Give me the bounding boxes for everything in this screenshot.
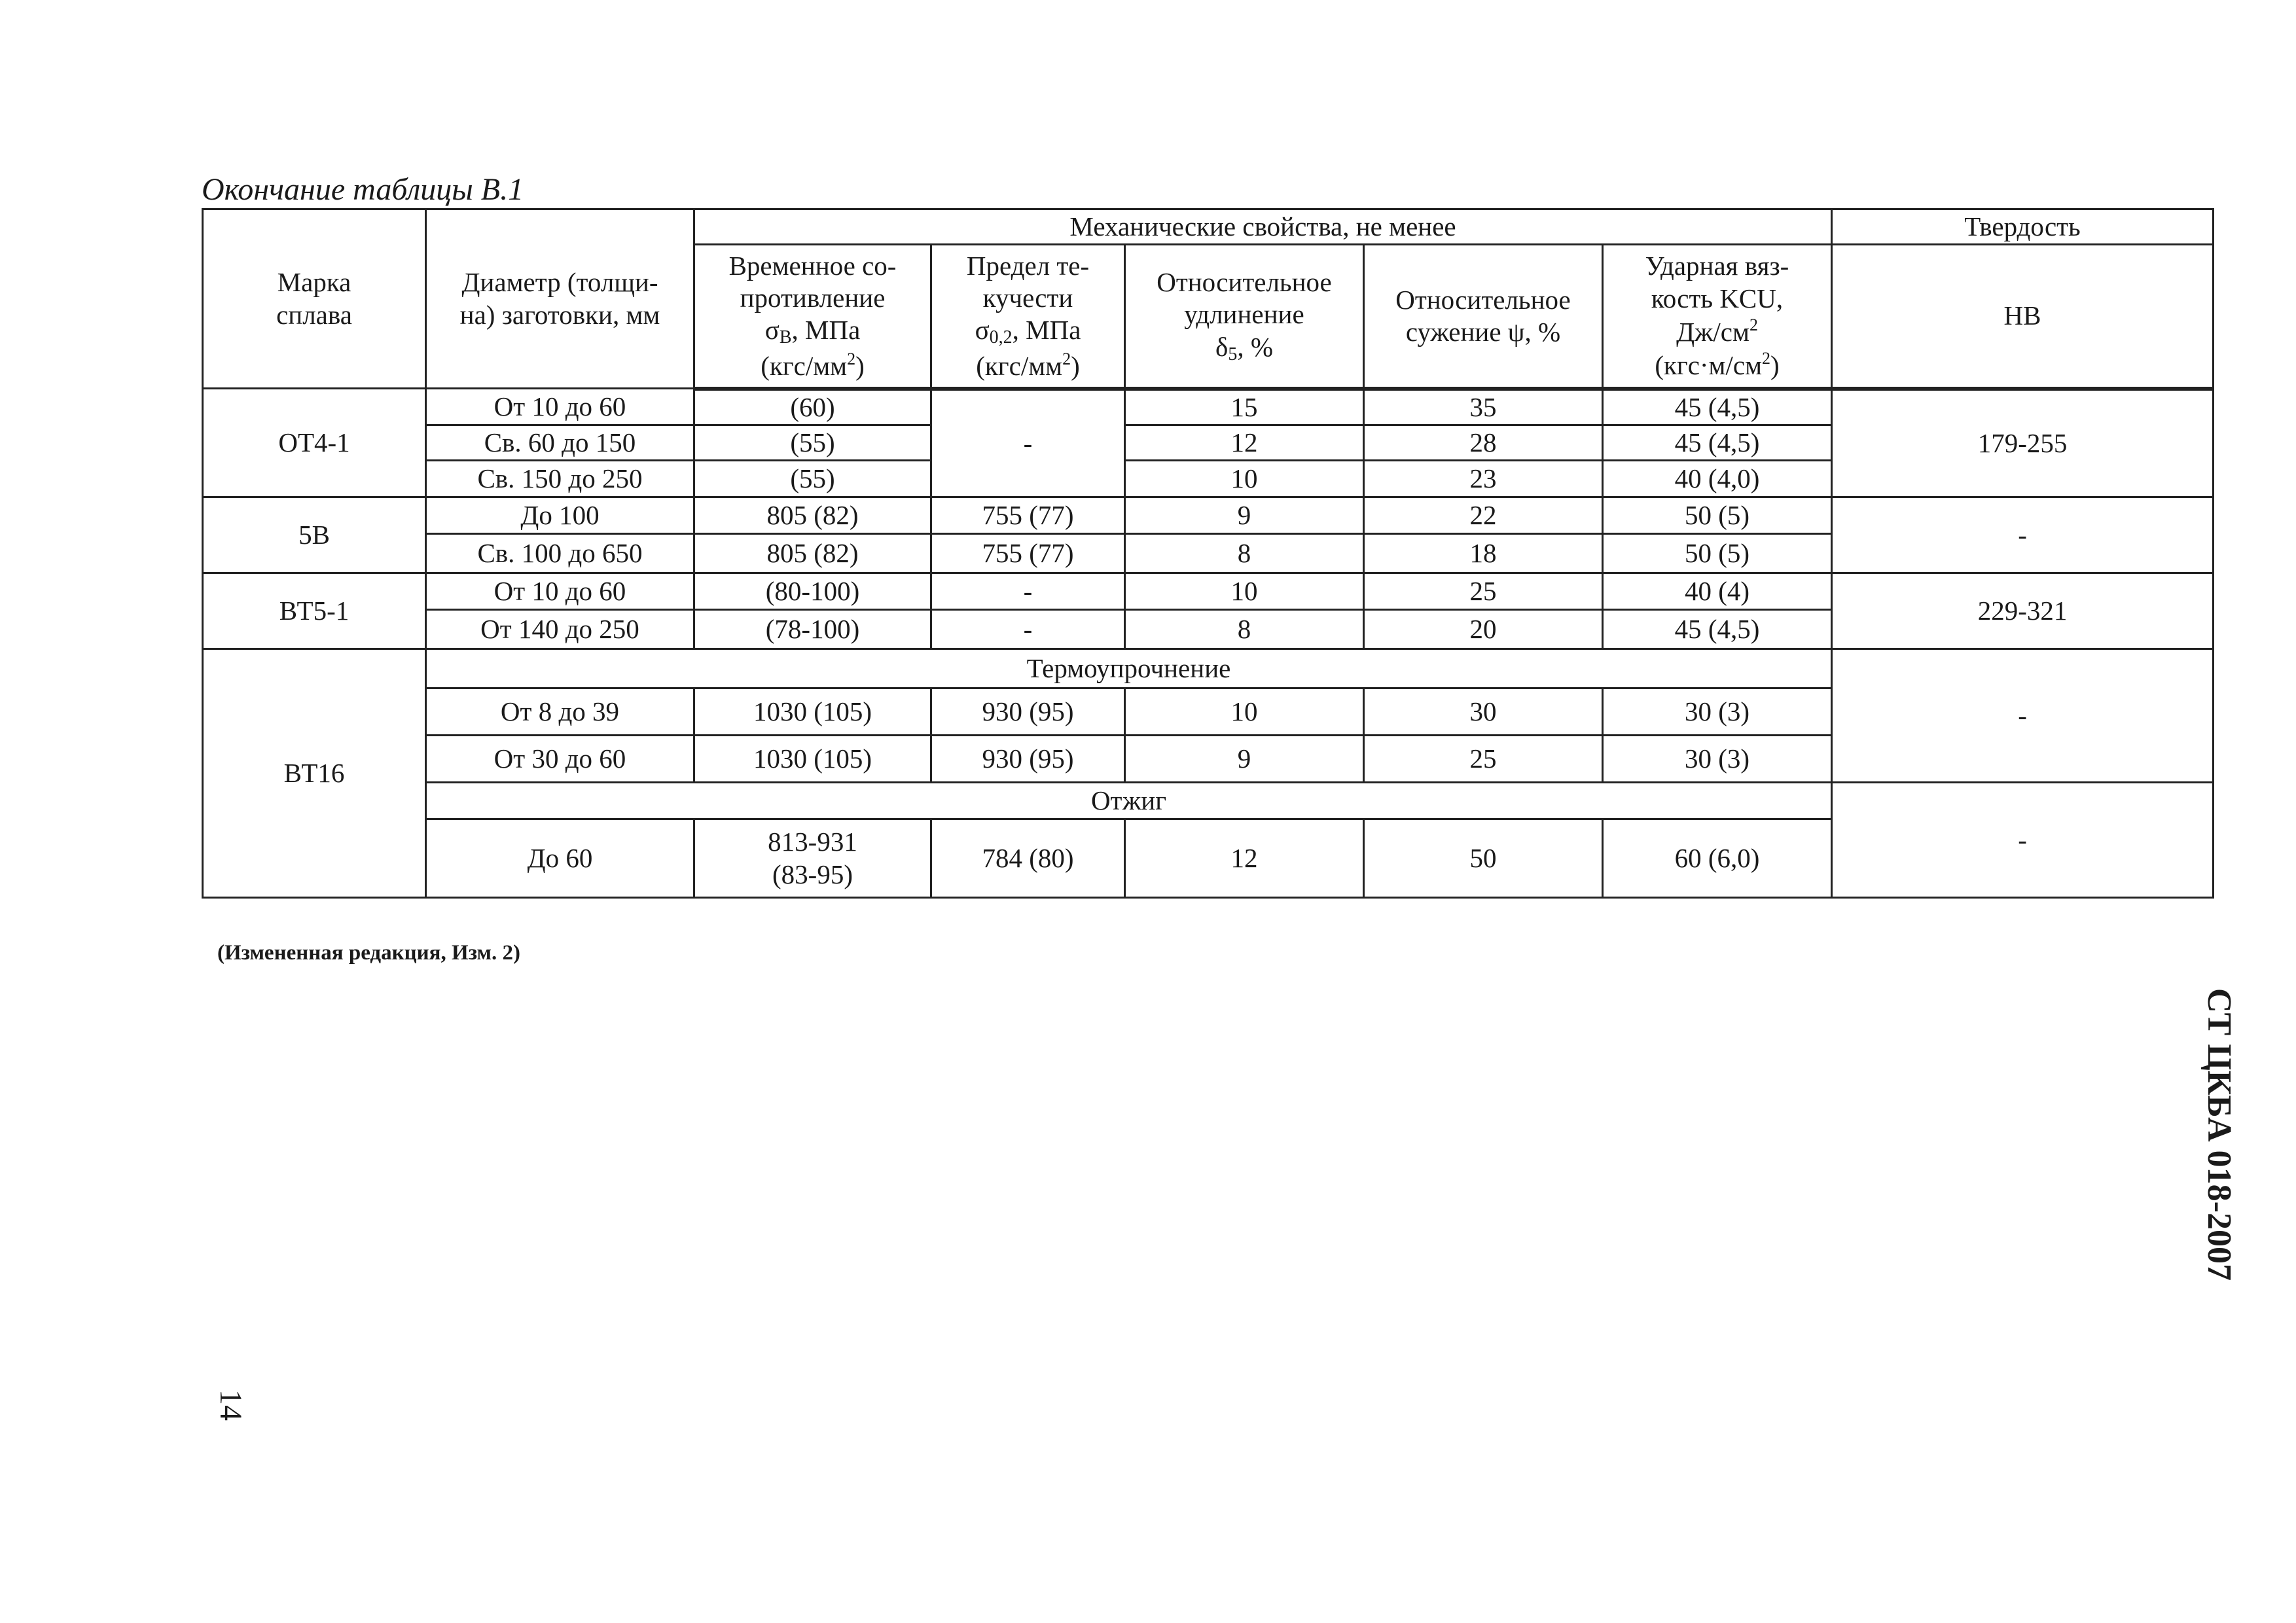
elongation-cell: 12 bbox=[1125, 425, 1364, 461]
diameter-cell: Св. 100 до 650 bbox=[426, 534, 694, 573]
standard-designation: СТ ЦКБА 018-2007 bbox=[2200, 988, 2238, 1281]
header-yield-strength: Предел те- кучести $\sigma_{0,2}$, МПа $(кгс/мм^2)$ bbox=[931, 245, 1125, 389]
table-row bbox=[203, 573, 2214, 610]
yield-cell: 755 (77) bbox=[931, 534, 1125, 573]
elongation-cell: 8 bbox=[1125, 610, 1364, 649]
diameter-cell: От 10 до 60 bbox=[426, 389, 694, 425]
tensile-cell: 1030 (105) bbox=[694, 736, 931, 783]
header-diameter: Диаметр (толщи- на) заготовки, мм bbox=[426, 209, 694, 389]
tensile-cell: 805 (82) bbox=[694, 534, 931, 573]
hardness-cell: - bbox=[1832, 649, 2214, 783]
header-hb: НВ bbox=[1832, 245, 2214, 389]
reduction-cell: 20 bbox=[1364, 610, 1603, 649]
header-elongation: Относительное удлинение $\delta_5$, % bbox=[1125, 245, 1364, 389]
tensile-cell: (60) bbox=[694, 389, 931, 425]
diameter-cell: От 30 до 60 bbox=[426, 736, 694, 783]
tensile-cell: (55) bbox=[694, 425, 931, 461]
diameter-cell: От 8 до 39 bbox=[426, 688, 694, 736]
tensile-cell: 1030 (105) bbox=[694, 688, 931, 736]
diameter-cell: Св. 60 до 150 bbox=[426, 425, 694, 461]
yield-cell: 930 (95) bbox=[931, 688, 1125, 736]
diameter-cell: До 100 bbox=[426, 497, 694, 534]
hardness-cell: - bbox=[1832, 497, 2214, 573]
elongation-cell: 9 bbox=[1125, 736, 1364, 783]
elongation-cell: 8 bbox=[1125, 534, 1364, 573]
impact-cell: 40 (4) bbox=[1603, 573, 1832, 610]
hardness-cell: - bbox=[1832, 783, 2214, 898]
yield-cell: 755 (77) bbox=[931, 497, 1125, 534]
diameter-cell: От 140 до 250 bbox=[426, 610, 694, 649]
grade-cell: 5В bbox=[203, 497, 426, 573]
table-row bbox=[203, 389, 2214, 425]
impact-cell: 45 (4,5) bbox=[1603, 425, 1832, 461]
reduction-cell: 23 bbox=[1364, 461, 1603, 497]
reduction-cell: 25 bbox=[1364, 736, 1603, 783]
reduction-cell: 22 bbox=[1364, 497, 1603, 534]
yield-cell: - bbox=[931, 573, 1125, 610]
header-impact-toughness: Ударная вяз- кость KCU, $Дж/см^2$ $(кгс\cdot м/см^2)$ bbox=[1603, 245, 1832, 389]
tensile-cell: 805 (82) bbox=[694, 497, 931, 534]
header-tensile-strength: Временное со- противление $\sigma_В$, МПа $(кгс/мм^2)$ bbox=[694, 245, 931, 389]
grade-cell: ОТ4-1 bbox=[203, 389, 426, 497]
table-caption: Окончание таблицы В.1 bbox=[202, 172, 524, 207]
hardness-cell: 229-321 bbox=[1832, 573, 2214, 649]
reduction-cell: 28 bbox=[1364, 425, 1603, 461]
yield-cell: - bbox=[931, 610, 1125, 649]
impact-cell: 40 (4,0) bbox=[1603, 461, 1832, 497]
elongation-cell: 10 bbox=[1125, 573, 1364, 610]
header-grade: Марка сплава bbox=[203, 209, 426, 389]
impact-cell: 30 (3) bbox=[1603, 736, 1832, 783]
reduction-cell: 35 bbox=[1364, 389, 1603, 425]
grade-cell: ВТ16 bbox=[203, 649, 426, 898]
header-row-1 bbox=[203, 209, 2214, 245]
table-row bbox=[203, 497, 2214, 534]
reduction-cell: 50 bbox=[1364, 819, 1603, 898]
header-reduction: Относительное сужение ψ, % bbox=[1364, 245, 1603, 389]
reduction-cell: 30 bbox=[1364, 688, 1603, 736]
hardness-cell: 179-255 bbox=[1832, 389, 2214, 497]
tensile-cell: (78-100) bbox=[694, 610, 931, 649]
diameter-cell: До 60 bbox=[426, 819, 694, 898]
elongation-cell: 10 bbox=[1125, 461, 1364, 497]
tensile-cell: (55) bbox=[694, 461, 931, 497]
page-number: 14 bbox=[213, 1389, 248, 1421]
header-hardness: Твердость bbox=[1832, 209, 2214, 245]
section-row bbox=[203, 783, 2214, 819]
elongation-cell: 10 bbox=[1125, 688, 1364, 736]
yield-cell: 930 (95) bbox=[931, 736, 1125, 783]
header-mechanical-properties: Механические свойства, не менее bbox=[694, 209, 1832, 245]
mechanical-properties-table bbox=[202, 208, 2214, 899]
revision-note: (Измененная редакция, Изм. 2) bbox=[217, 941, 520, 965]
yield-cell: 784 (80) bbox=[931, 819, 1125, 898]
section-heading-annealing: Отжиг bbox=[426, 783, 1832, 819]
reduction-cell: 18 bbox=[1364, 534, 1603, 573]
tensile-cell: 813-931 (83-95) bbox=[694, 819, 931, 898]
impact-cell: 60 (6,0) bbox=[1603, 819, 1832, 898]
impact-cell: 50 (5) bbox=[1603, 497, 1832, 534]
grade-cell: ВТ5-1 bbox=[203, 573, 426, 649]
section-row bbox=[203, 649, 2214, 688]
impact-cell: 30 (3) bbox=[1603, 688, 1832, 736]
diameter-cell: Св. 150 до 250 bbox=[426, 461, 694, 497]
impact-cell: 50 (5) bbox=[1603, 534, 1832, 573]
reduction-cell: 25 bbox=[1364, 573, 1603, 610]
section-heading-heat-strengthening: Термоупрочнение bbox=[426, 649, 1832, 688]
yield-cell: - bbox=[931, 389, 1125, 497]
elongation-cell: 12 bbox=[1125, 819, 1364, 898]
elongation-cell: 9 bbox=[1125, 497, 1364, 534]
elongation-cell: 15 bbox=[1125, 389, 1364, 425]
impact-cell: 45 (4,5) bbox=[1603, 389, 1832, 425]
diameter-cell: От 10 до 60 bbox=[426, 573, 694, 610]
impact-cell: 45 (4,5) bbox=[1603, 610, 1832, 649]
tensile-cell: (80-100) bbox=[694, 573, 931, 610]
